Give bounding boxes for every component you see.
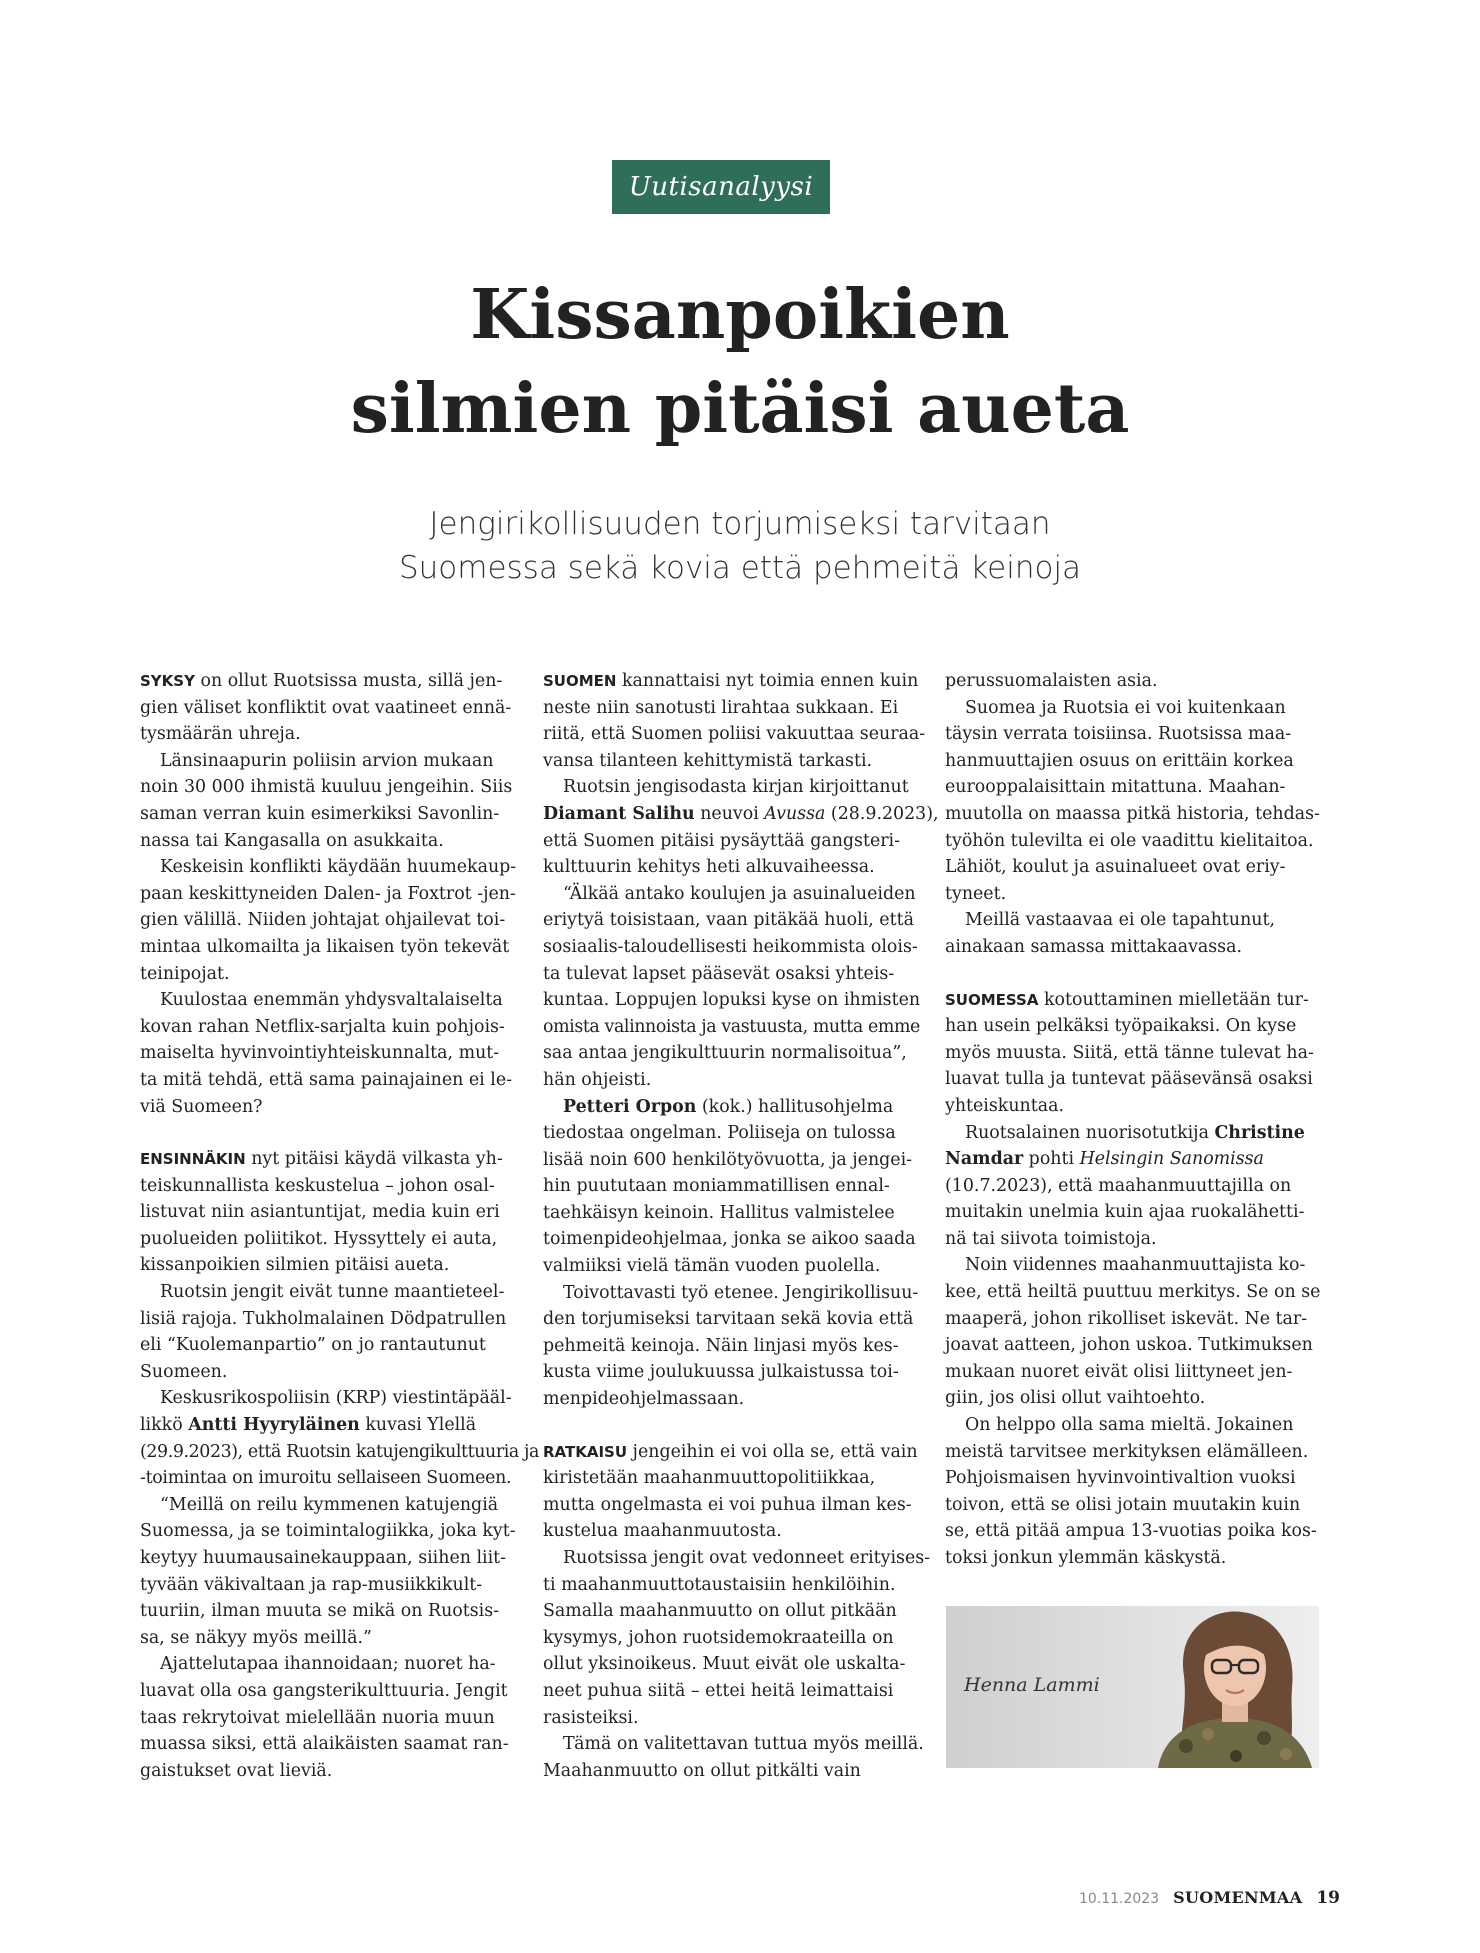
article-column-1 — [140, 668, 539, 1784]
text-line: keytyy huumausainekauppaan, siihen liit- — [140, 1548, 507, 1568]
text-line: kustelua maahanmuutosta. — [543, 1521, 782, 1542]
text-line: mutta ongelmasta ei voi puhua ilman kes- — [543, 1494, 912, 1515]
text-line: maiselta hyvinvointiyhteiskunnalta, mut- — [140, 1043, 500, 1064]
text-line: Maahanmuutto on ollut pitkälti vain — [543, 1760, 861, 1781]
page-footer — [1079, 1888, 1340, 1914]
text-line: Keskeisin konflikti käydään huumekaup- — [160, 857, 517, 878]
text-line: omista valinnoista ja vastuusta, mutta emme — [543, 1016, 920, 1037]
text-line: Toivottavasti työ etenee. Jengirikollisuu- — [563, 1282, 919, 1303]
text-line: sa, se näkyy myös meillä.” — [140, 1627, 372, 1648]
headline-line: Kissanpoikien — [470, 275, 1010, 355]
text-line: joavat aatteen, johon uskoa. Tutkimuksen — [945, 1335, 1313, 1356]
text-line: myös muusta. Siitä, että tänne tulevat ha- — [945, 1042, 1314, 1063]
text-line: Ruotsin jengit eivät tunne maantieteel- — [160, 1282, 505, 1303]
text-line: toimenpideohjelmaa, jonka se aikoo saada — [543, 1229, 916, 1250]
text-line: eurooppalaisittain mitattuna. Maahan- — [945, 777, 1286, 798]
person-name: Antti Hyyryläinen — [188, 1415, 360, 1436]
text-line: luavat olla osa gangsterikulttuuria. Jengit — [140, 1680, 508, 1701]
lead-word: ENSINNÄKIN — [140, 1150, 246, 1169]
text-line: täysin verrata toisiinsa. Ruotsissa maa- — [945, 724, 1292, 745]
text-line: SUOMESSA kotouttaminen mielletään tur- — [945, 989, 1309, 1010]
text-line: han usein pelkäksi työpaikaksi. On kyse — [945, 1016, 1297, 1037]
text-line: teiskunnallista keskustelua – johon osal- — [140, 1175, 495, 1196]
text-line: kuntaa. Loppujen lopuksi kyse on ihmisten — [543, 990, 921, 1011]
text-line: hän ohjeisti. — [543, 1069, 652, 1090]
text-line: nassa tai Kangasalla on asukkaita. — [140, 830, 444, 851]
person-name: Namdar — [945, 1149, 1024, 1170]
article-column-2 — [543, 668, 939, 1784]
text-line: -toimintaa on imuroitu sellaiseen Suomeen. — [140, 1468, 512, 1489]
text-line: maaperä, johon rikolliset iskevät. Ne tar- — [945, 1308, 1308, 1329]
subheadline-line: Suomessa sekä kovia että pehmeitä keinoja — [398, 550, 1082, 586]
headline — [240, 268, 1240, 456]
text-line: ta tulevat lapset pääsevät osaksi yhteis- — [543, 963, 895, 984]
person-name: Petteri Orpon — [563, 1096, 697, 1117]
text-line: viä Suomeen? — [140, 1096, 263, 1117]
text-line: mukaan nuoret eivät olisi liittyneet jen- — [945, 1361, 1293, 1382]
text-line: sosiaalis-taloudellisesti heikommista olois- — [543, 936, 918, 957]
text-line: taehkäisyn keinoin. Hallitus valmistelee — [543, 1202, 895, 1223]
text-line: muutolla on maassa pitkä historia, tehdas- — [945, 803, 1320, 824]
text-line: Ruotsin jengisodasta kirjan kirjoittanut — [563, 777, 909, 798]
lead-word: SYKSY — [140, 672, 195, 690]
page-number: 19 — [1316, 1888, 1340, 1908]
author-photo-icon — [1146, 1606, 1319, 1768]
text-line: Suomessa, ja se toimintalogiikka, joka kyt- — [140, 1521, 516, 1542]
text-line: kiristetään maahanmuuttopolitiikkaa, — [543, 1468, 876, 1489]
text-line: saman verran kuin esimerkiksi Savonlin- — [140, 803, 500, 824]
text-line: Ruotsissa jengit ovat vedonneet erityises- — [563, 1548, 931, 1568]
text-line: Pohjoismaisen hyvinvointivaltion vuoksi — [945, 1468, 1296, 1489]
text-line: ollut yksinoikeus. Muut eivät ole uskalta- — [543, 1654, 906, 1675]
text-line: gien välillä. Niiden johtajat ohjailevat toi- — [140, 910, 506, 931]
text-line: ta mitä tehdä, että sama painajainen ei le- — [140, 1069, 512, 1090]
text-line: neste niin sanotusti lirahtaa sukkaan. Ei — [543, 697, 899, 718]
text-line: pehmeitä keinoja. Näin linjasi myös kes- — [543, 1335, 899, 1356]
text-line: den torjumiseksi tarvitaan sekä kovia että — [543, 1309, 914, 1330]
text-line: (29.9.2023), että Ruotsin katujengikulttuuria ja — [140, 1441, 539, 1462]
text-line: lisiä rajoja. Tukholmalainen Dödpatrullen — [140, 1308, 507, 1329]
text-line: ENSINNÄKIN nyt pitäisi käydä vilkasta yh- — [140, 1149, 503, 1170]
text-line: gien väliset konfliktit ovat vaatineet ennä- — [140, 697, 512, 718]
text-line: Lähiöt, koulut ja asuinalueet ovat eriy- — [945, 857, 1286, 878]
text-line: Petteri Orpon (kok.) hallitusohjelma — [563, 1096, 894, 1117]
text-line: nä tai siivota toimistoja. — [945, 1228, 1157, 1249]
text-line: neet puhua siitä – ettei heitä leimattaisi — [543, 1680, 894, 1701]
text-line: Noin viidennes maahanmuuttajista ko- — [965, 1255, 1306, 1276]
text-line: kovan rahan Netflix-sarjalta kuin pohjois- — [140, 1016, 505, 1037]
text-line: toivon, että se olisi jotain muutakin kuin — [945, 1494, 1301, 1515]
text-line: kulttuurin kehitys heti alkuvaiheessa. — [543, 857, 875, 878]
text-line: Meillä vastaavaa ei ole tapahtunut, — [965, 910, 1276, 931]
section-kicker: Uutisanalyysi — [612, 160, 830, 214]
text-line: saa antaa jengikulttuurin normalisoitua”, — [543, 1043, 907, 1064]
text-line: puolueiden poliitikot. Hyssyttely ei auta, — [140, 1228, 498, 1249]
text-line: valmiiksi vielä tämän vuoden puolella. — [543, 1256, 881, 1277]
text-line: eriytyä toisistaan, vaan pitäkää huoli, että — [543, 910, 914, 931]
text-line: RATKAISU jengeihin ei voi olla se, että vain — [543, 1441, 918, 1462]
text-line: Ruotsalainen nuorisotutkija Christine — [965, 1122, 1305, 1143]
text-line: listuvat niin asiantuntijat, media kuin eri — [140, 1202, 500, 1223]
text-line: Ajattelutapaa ihannoidaan; nuoret ha- — [160, 1654, 496, 1675]
article-column-3 — [945, 668, 1321, 1572]
text-line: On helppo olla sama mieltä. Jokainen — [965, 1415, 1294, 1436]
text-line: noin 30 000 ihmistä kuuluu jengeihin. Siis — [140, 777, 513, 798]
author-portrait — [946, 1606, 1319, 1768]
text-line: rasisteiksi. — [543, 1707, 639, 1728]
text-line: riitä, että Suomen poliisi vakuuttaa seuraa- — [543, 724, 926, 745]
text-line: tiedostaa ongelman. Poliiseja on tulossa — [543, 1123, 896, 1144]
text-line: kusta viime joulukuussa julkaistussa toi- — [543, 1362, 899, 1383]
author-name: Henna Lammi — [964, 1674, 1100, 1696]
lead-word: RATKAISU — [543, 1442, 628, 1461]
headline-line: silmien pitäisi aueta — [350, 369, 1130, 449]
text-line: menpideohjelmassaan. — [543, 1389, 745, 1410]
text-line: (10.7.2023), että maahanmuuttajilla on — [945, 1175, 1292, 1196]
lead-word: SUOMESSA — [945, 990, 1039, 1009]
text-line: SYKSY on ollut Ruotsissa musta, sillä jen- — [140, 671, 503, 691]
text-line: tyneet. — [945, 883, 1007, 904]
text-line: toksi jonkun ylemmän käskystä. — [945, 1548, 1227, 1568]
text-line: mintaa ulkomailta ja likaisen työn tekevät — [140, 936, 510, 957]
text-line: giin, jos olisi ollut vaihtoehto. — [945, 1388, 1206, 1409]
text-line: Diamant Salihu neuvoi Avussa (28.9.2023), — [543, 803, 939, 824]
person-name: Christine — [1214, 1122, 1305, 1143]
text-line: Tämä on valitettavan tuttua myös meillä. — [563, 1734, 924, 1755]
text-line: hanmuuttajien osuus on erittäin korkea — [945, 750, 1294, 771]
lead-word: SUOMEN — [543, 672, 617, 690]
text-line: Länsinaapurin poliisin arvion mukaan — [160, 750, 494, 771]
text-line: kysymys, johon ruotsidemokraateilla on — [543, 1627, 894, 1648]
text-line: tysmäärän uhreja. — [140, 724, 301, 745]
text-line: yhteiskuntaa. — [945, 1095, 1064, 1116]
text-line: kissanpoikien silmien pitäisi aueta. — [140, 1255, 450, 1276]
text-line: Suomeen. — [140, 1361, 228, 1382]
text-line: tyvään väkivaltaan ja rap-musiikkikult- — [140, 1574, 483, 1595]
issue-date: 10.11.2023 — [1078, 1891, 1160, 1907]
text-line: ainakaan samassa mittakaavassa. — [945, 936, 1243, 957]
text-line: SUOMEN kannattaisi nyt toimia ennen kuin — [543, 671, 919, 691]
text-line: perussuomalaisten asia. — [945, 671, 1158, 691]
text-line: kee, että heiltä puuttuu merkitys. Se on se — [945, 1282, 1321, 1303]
subheadline — [280, 502, 1200, 590]
text-line: Namdar pohti Helsingin Sanomissa — [945, 1149, 1264, 1170]
person-name: Diamant Salihu — [543, 803, 695, 824]
text-line: muitakin unelmia kuin ajaa ruokalähetti- — [945, 1202, 1305, 1223]
text-line: Kuulostaa enemmän yhdysvaltalaiselta — [160, 990, 503, 1011]
subheadline-line: Jengirikollisuuden torjumiseksi tarvitaan — [429, 506, 1051, 542]
text-line: se, että pitää ampua 13-vuotias poika kos- — [945, 1521, 1317, 1542]
publication-name: SUOMENMAA — [1173, 1888, 1303, 1907]
text-line: luavat tulla ja tuntevat pääsevänsä osaksi — [945, 1069, 1313, 1090]
text-line: paan keskittyneiden Dalen- ja Foxtrot -jen- — [140, 883, 516, 904]
text-line: gaistukset ovat lieviä. — [140, 1760, 333, 1781]
text-line: työhön tulevilta ei ole vaadittu kielitaitoa. — [945, 830, 1314, 851]
text-line: Keskusrikospoliisin (KRP) viestintäpääl- — [160, 1388, 512, 1409]
text-line: “Älkää antako koulujen ja asuinalueiden — [563, 883, 916, 904]
text-line: “Meillä on reilu kymmenen katujengiä — [160, 1494, 499, 1515]
text-line: lisää noin 600 henkilötyövuotta, ja jengei- — [543, 1149, 913, 1170]
text-line: Samalla maahanmuutto on ollut pitkään — [543, 1601, 897, 1622]
text-line: ti maahanmuuttotaustaisiin henkilöihin. — [543, 1574, 896, 1595]
text-line: meistä tarvitsee merkityksen elämälleen. — [945, 1441, 1309, 1462]
text-line: likkö Antti Hyyryläinen kuvasi Ylellä — [140, 1415, 477, 1436]
text-line: eli “Kuolemanpartio” on jo rantautunut — [140, 1335, 486, 1356]
text-line: tuuriin, ilman muuta se mikä on Ruotsis- — [140, 1601, 500, 1622]
text-line: teinipojat. — [140, 963, 230, 984]
text-line: vansa tilanteen kehittymistä tarkasti. — [543, 750, 873, 771]
text-line: Suomea ja Ruotsia ei voi kuitenkaan — [965, 697, 1286, 718]
text-line: hin puututaan moniammatillisen ennal- — [543, 1176, 890, 1197]
text-line: taas rekrytoivat mielellään nuoria muun — [140, 1707, 495, 1728]
text-line: että Suomen pitäisi pysäyttää gangsteri- — [543, 830, 900, 851]
text-line: muassa siksi, että alaikäisten saamat ran- — [140, 1734, 509, 1755]
